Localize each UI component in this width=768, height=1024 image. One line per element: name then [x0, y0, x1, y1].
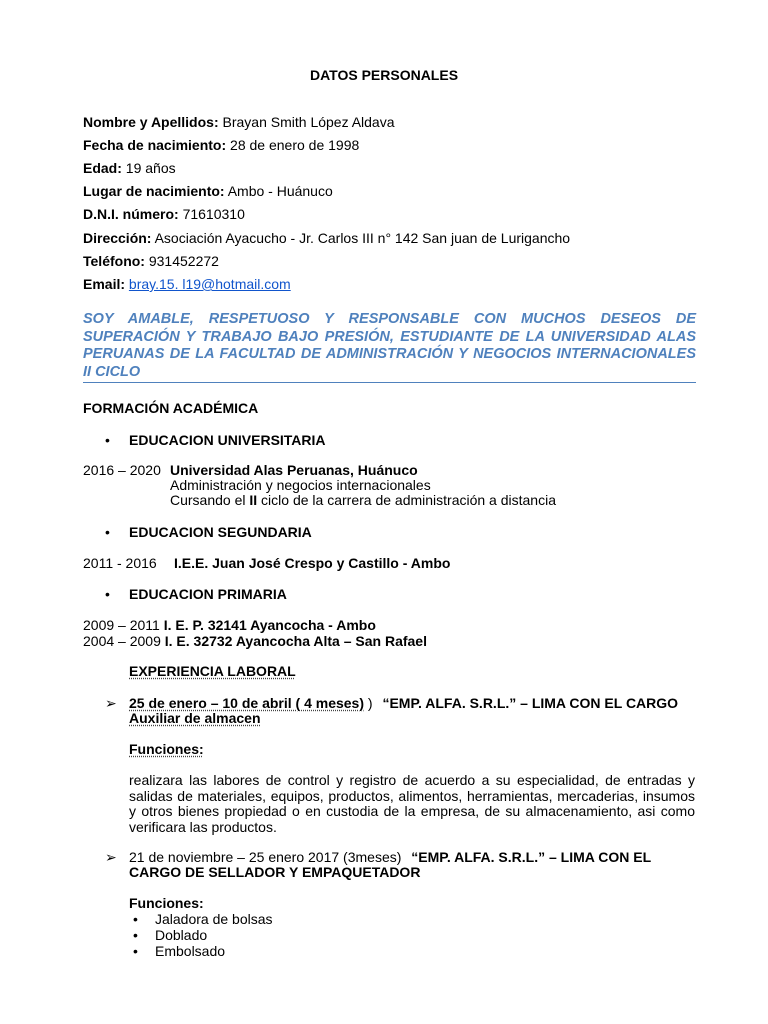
- address-row: [83, 230, 570, 246]
- birth-row: [83, 137, 359, 153]
- secondary-years: 2011 - 2016: [83, 555, 157, 571]
- job1-header: [129, 695, 678, 711]
- job1-paren: ): [367, 695, 373, 711]
- phone-value: 931452272: [148, 253, 219, 269]
- job2-header: [129, 849, 651, 865]
- university-status-pre: Cursando el: [170, 492, 250, 508]
- job2-task: Doblado: [155, 927, 208, 943]
- age-label: Edad:: [83, 160, 122, 176]
- primary-row-2-institution: I. E. 32732 Ayancocha Alta – San Rafael: [164, 633, 427, 649]
- birth-label: Fecha de nacimiento:: [83, 137, 227, 153]
- job2-task: Embolsado: [155, 943, 226, 959]
- job2-functions-label: Funciones:: [129, 895, 204, 911]
- job2-role: CARGO DE SELLADOR Y EMPAQUETADOR: [129, 864, 421, 880]
- bullet-icon: •: [105, 432, 110, 448]
- secondary-heading: EDUCACION SEGUNDARIA: [129, 524, 312, 540]
- phone-label: Teléfono:: [83, 253, 145, 269]
- address-label: Dirección:: [83, 230, 152, 246]
- primary-row-1-years: 2009 – 2011: [83, 617, 160, 633]
- university-institution: Universidad Alas Peruanas, Huánuco: [170, 462, 418, 478]
- profile-summary: SOY AMABLE, RESPETUOSO Y RESPONSABLE CON MUCHOS DESEOS DE SUPERACIÓN Y TRABAJO BAJO PRESIÓN, ESTUDIANTE DE LA UNIVERSIDAD ALAS PERUANAS DE LA FACULTAD DE ADMINISTRACIÓN Y NEGOCIOS INTERNACIONALES II CICLO: [83, 311, 696, 380]
- job1-company: “EMP. ALFA. S.R.L.” – LIMA CON EL CARGO: [382, 695, 679, 711]
- address-value: Asociación Ayacucho - Jr. Carlos III n° 142 San juan de Lurigancho: [154, 230, 571, 246]
- job2-company: “EMP. ALFA. S.R.L.” – LIMA CON EL: [411, 849, 652, 865]
- university-heading: EDUCACION UNIVERSITARIA: [129, 432, 326, 448]
- dni-value: 71610310: [182, 206, 245, 222]
- job1-role: Auxiliar de almacen: [129, 710, 261, 726]
- bullet-icon: •: [133, 927, 138, 943]
- name-row: [83, 114, 395, 130]
- birthplace-value: Ambo - Huánuco: [227, 183, 333, 199]
- dni-row: [83, 206, 245, 222]
- age-value: 19 años: [125, 160, 176, 176]
- job2-task: Jaladora de bolsas: [155, 911, 273, 927]
- page-title: DATOS PERSONALES: [309, 67, 459, 83]
- email-link[interactable]: bray.15. l19@hotmail.com: [128, 276, 291, 292]
- primary-row-1: [83, 617, 376, 633]
- university-status: [170, 492, 556, 508]
- email-row: [83, 276, 291, 292]
- primary-row-1-institution: I. E. P. 32141 Ayancocha - Ambo: [163, 617, 376, 633]
- bullet-icon: •: [105, 586, 110, 602]
- name-label: Nombre y Apellidos:: [83, 114, 219, 130]
- education-heading: FORMACIÓN ACADÉMICA: [83, 400, 259, 416]
- bullet-icon: •: [133, 943, 138, 959]
- university-years: 2016 – 2020: [83, 462, 161, 478]
- university-status-post: ciclo de la carrera de administración a distancia: [257, 492, 556, 508]
- university-status-cycle: II: [249, 492, 258, 508]
- section-divider: [83, 382, 696, 383]
- primary-row-2-years: 2004 – 2009: [83, 633, 161, 649]
- name-value: Brayan Smith López Aldava: [222, 114, 395, 130]
- bullet-icon: •: [105, 524, 110, 540]
- experience-heading: EXPERIENCIA LABORAL: [129, 663, 296, 679]
- arrow-icon: ➢: [105, 849, 117, 865]
- birthplace-label: Lugar de nacimiento:: [83, 183, 225, 199]
- bullet-icon: •: [133, 911, 138, 927]
- email-label: Email:: [83, 276, 126, 292]
- job1-functions-label: Funciones:: [129, 741, 204, 757]
- primary-row-2: [83, 633, 427, 649]
- dni-label: D.N.I. número:: [83, 206, 179, 222]
- job1-description: realizara las labores de control y registro de acuerdo a su especialidad, de entradas y salidas de materiales, equipos, productos, alimentos, herramientas, mercaderias, insumos y otros bienes propiedad o en custodia de la empresa, de su almacenamiento, asi como verificara las productos.: [129, 772, 695, 836]
- primary-heading: EDUCACION PRIMARIA: [129, 586, 287, 602]
- birthplace-row: [83, 183, 333, 199]
- job2-period: 21 de noviembre – 25 enero 2017 (3meses): [129, 849, 402, 865]
- phone-row: [83, 253, 219, 269]
- job1-period: 25 de enero – 10 de abril ( 4 meses): [129, 695, 365, 711]
- age-row: [83, 160, 176, 176]
- university-program: Administración y negocios internacionales: [170, 477, 431, 493]
- arrow-icon: ➢: [105, 695, 117, 711]
- birth-value: 28 de enero de 1998: [230, 137, 360, 153]
- secondary-institution: I.E.E. Juan José Crespo y Castillo - Ambo: [174, 555, 451, 571]
